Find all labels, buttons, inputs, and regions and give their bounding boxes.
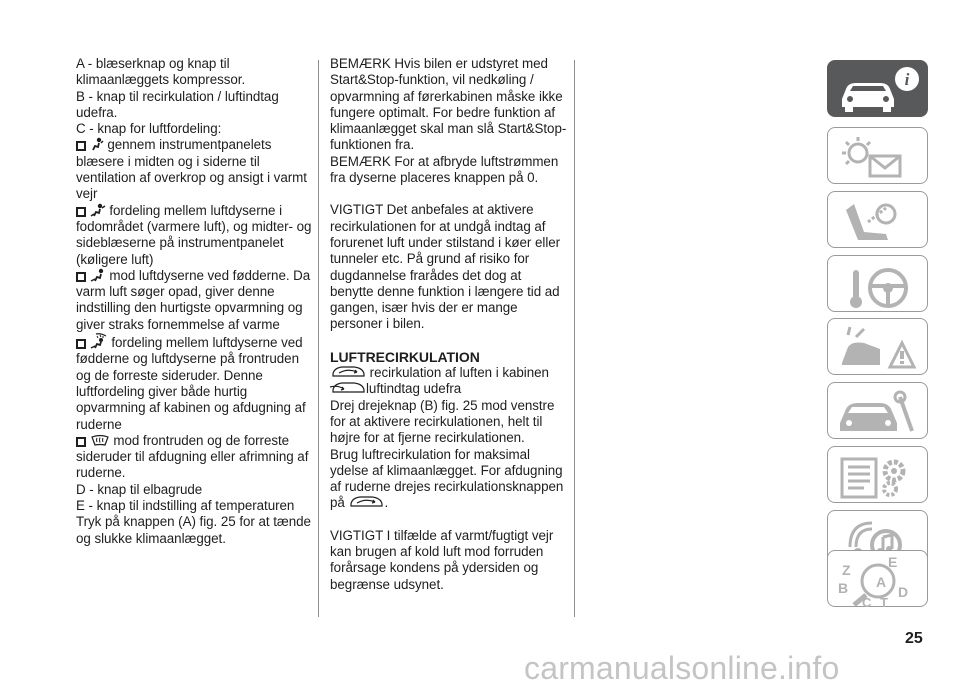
- specifications-gears-icon: [828, 447, 929, 504]
- index-letter-e: E: [888, 554, 898, 570]
- tab-car-info[interactable]: [827, 60, 928, 117]
- page-number: 25: [905, 630, 923, 647]
- windscreen-defrost-icon: [90, 434, 110, 447]
- index-letter-a: A: [876, 574, 887, 590]
- button-square-icon: [76, 272, 86, 282]
- tab-emergency[interactable]: [827, 318, 928, 375]
- distribution-face-feet: fordeling mellem luftdyserne i fodområdet (varmere luft), og midter- og sideblæserne på instrumentpanelet (køligere luft): [76, 202, 312, 267]
- paragraph-on-off: Tryk på knappen (A) fig. 25 for at tænde og slukke klimaanlægget.: [76, 514, 311, 546]
- index-letter-c: C: [862, 595, 872, 608]
- button-square-icon: [76, 339, 86, 349]
- tab-technical-data[interactable]: [827, 446, 928, 503]
- air-face-icon: [90, 137, 104, 151]
- recirc-item: recirkulation af luften i kabinen: [330, 365, 568, 381]
- column-divider: [574, 60, 575, 617]
- distribution-feet: mod luftdyserne ved fødderne. Da varm luft søger opad, giver denne indstilling den hurtigste opvarmning og giver straks fornemmelse af varme: [76, 267, 311, 332]
- button-square-icon: [76, 141, 86, 151]
- air-feet-windscreen-icon: [90, 333, 108, 349]
- alphabetical-index-icon: [828, 551, 929, 608]
- paragraph-max-performance: Brug luftrecirkulation for maksimal ydelse af klimaanlægget. For afdugning af ruderne drejes recirkulationsknappen på .: [330, 446, 564, 511]
- air-feet-icon: [90, 268, 106, 282]
- car-warning-icon: [828, 319, 929, 376]
- important-cold-air: VIGTIGT I tilfælde af varmt/fugtigt vejr kan brugen af kold luft mod forruden forårsage kondens på ydersiden og begrænse udsynet.: [330, 527, 554, 592]
- button-square-icon: [76, 437, 86, 447]
- car-info-icon: [828, 61, 929, 118]
- paragraph-button-a: A - blæserknap og knap til klimaanlæggets kompressor.: [76, 56, 246, 88]
- distribution-feet-windscreen: fordeling mellem luftdyserne ved fødderne og luftdyserne på frontruden og de forreste sideruder. Denne luftfordeling giver både hurtig opvarmning af kabinen og afdugning af ruderne: [76, 335, 306, 432]
- tab-starting-driving[interactable]: [827, 255, 928, 312]
- tab-index[interactable]: [827, 550, 928, 607]
- index-letter-t: T: [880, 595, 888, 608]
- seat-airbag-icon: [828, 192, 929, 249]
- svg-text:i: i: [904, 70, 910, 89]
- middle-column: [330, 56, 568, 593]
- paragraph-knob-b: Drej drejeknap (B) fig. 25 mod venstre for at aktivere recirkulationen, helt til højre for at fjerne recirkulationen.: [330, 397, 555, 446]
- index-letter-z: Z: [842, 562, 851, 578]
- column-divider: [318, 60, 319, 617]
- left-column: [76, 56, 314, 547]
- important-recirculation: VIGTIGT Det anbefales at aktivere recirkulationen for at undgå indtag af forurenet luft under stilstand i køer eller tunneler etc. På grund af risiko for dugdannelse frarådes det dog at benytte denne funktion i længere tid ad gangen, især hvis der er mange personer i bilen.: [330, 202, 561, 332]
- intake-item: luftindtag udefra: [330, 381, 568, 397]
- recirculation-icon: [348, 495, 384, 509]
- section-heading: LUFTRECIRKULATION: [330, 348, 480, 365]
- index-letter-d: D: [898, 584, 909, 600]
- tab-maintenance[interactable]: [827, 382, 928, 439]
- outside-air-intake-icon: [330, 381, 366, 395]
- watermark: carmanualsonline.info: [524, 650, 840, 686]
- steering-key-icon: [828, 256, 929, 313]
- distribution-windscreen: mod frontruden og de forreste sideruder til afdugning eller afrimning af ruderne.: [76, 432, 309, 481]
- tab-safety[interactable]: [827, 191, 928, 248]
- distribution-face: gennem instrumentpanelets blæsere i midten og i siderne til ventilation af overkrop og ansigt i varmt vejr: [76, 137, 307, 202]
- lights-message-icon: [828, 128, 929, 185]
- button-square-icon: [76, 207, 86, 217]
- recirculation-icon: [330, 365, 366, 379]
- air-face-feet-icon: [90, 203, 106, 217]
- note-air-flow-off: BEMÆRK For at afbryde luftstrømmen fra dyserne placeres knappen på 0.: [330, 153, 559, 186]
- index-letter-b: B: [838, 580, 849, 596]
- paragraph-button-c: C - knap for luftfordeling:: [76, 121, 222, 137]
- tab-lights-messages[interactable]: [827, 127, 928, 184]
- paragraph-button-b: B - knap til recirkulation / luftindtag udefra.: [76, 88, 279, 120]
- car-service-icon: [828, 383, 929, 440]
- paragraph-button-e: E - knap til indstilling af temperaturen: [76, 498, 295, 514]
- note-start-stop: BEMÆRK Hvis bilen er udstyret med Start&Stop-funktion, vil nedkøling / opvarmning af førerkabinen måske ikke fungere optimalt. For bedre funktion af klimaanlægget skal man slå Start&Stop-funktionen fra.: [330, 56, 567, 153]
- paragraph-button-d: D - knap til elbagrude: [76, 481, 203, 497]
